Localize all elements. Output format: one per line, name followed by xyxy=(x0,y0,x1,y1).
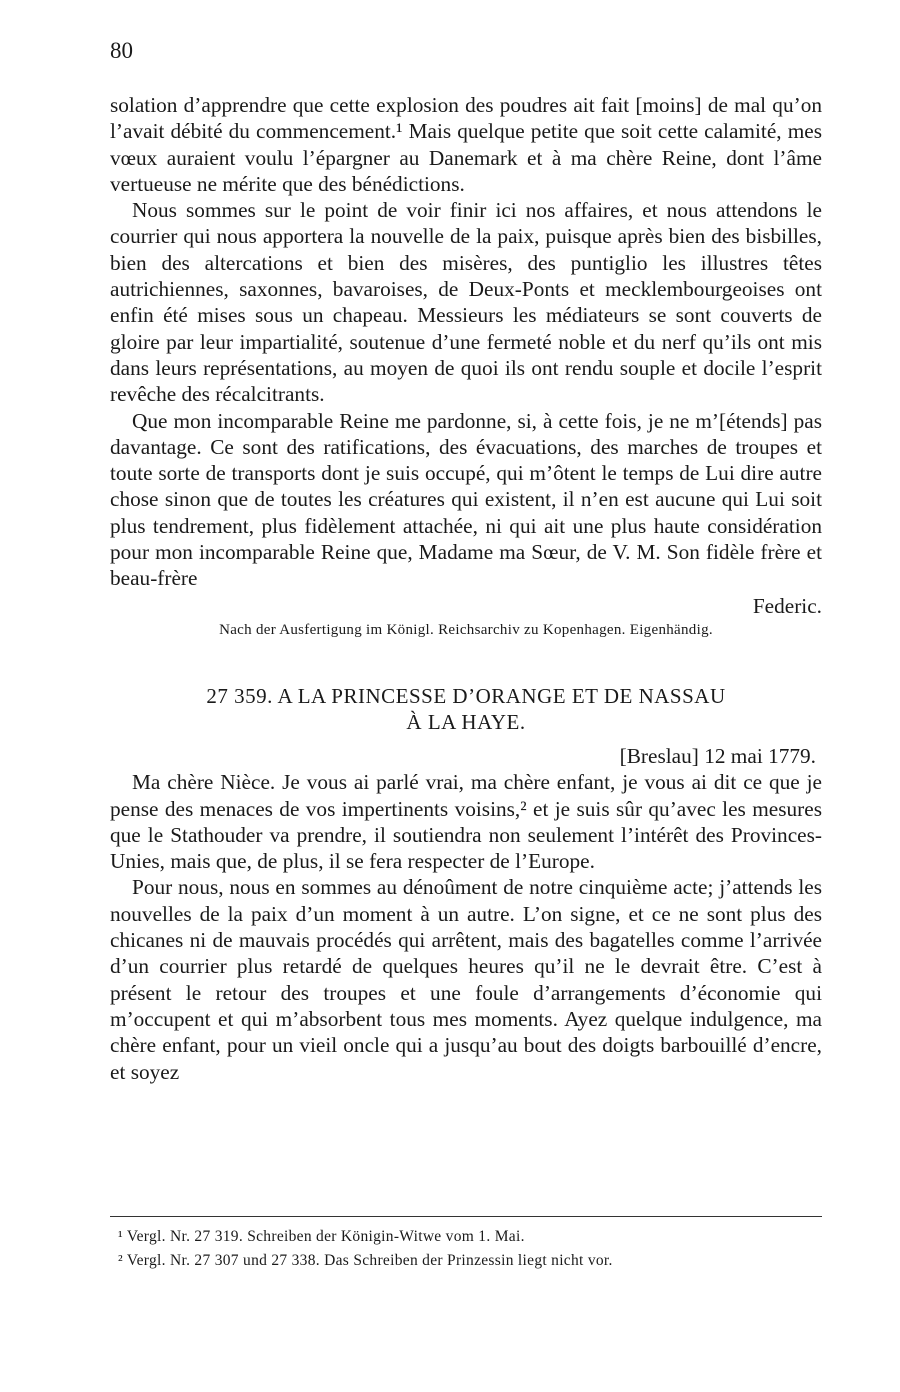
letter2-paragraph: Pour nous, nous en sommes au dénoûment de notre cinquième acte; j’attends les nouvelles de la paix d’un moment à un autre. L’on signe, et ce ne sont plus des chicanes ni de mauvais procédés qui arrêtent, mais des bagatelles comme l’arrivée d’un courrier plus retardé de quelques heures qu’il ne le devrait être. C’est à présent le retour des troupes et une foule d’arrangements d’économie qui m’occupent et qui m’absorbent tous mes moments. Ayez quelque indulgence, ma chère enfant, pour un vieil oncle qui a jusqu’au bout des doigts barbouillé d’encre, et soyez xyxy=(110,875,822,1084)
footnote: ¹ Vergl. Nr. 27 319. Schreiben der Königin-Witwe vom 1. Mai. xyxy=(118,1228,525,1245)
letter1-paragraph: Que mon incomparable Reine me pardonne, si, à cette fois, je ne m’[étends] pas davantage. Ce sont des ratifications, des évacuations, des marches de troupes et toute sorte de transports dont je suis occupé, qui m’ôtent le temps de Lui dire autre chose sinon que de toutes les créatures qui existent, il n’en est aucune qui Lui soit plus tendrement, plus fidèlement attachée, ni qui ait une plus haute considération pour mon incomparable Reine que, Madame ma Sœur, de V. M. Son fidèle frère et beau-frère xyxy=(110,408,822,591)
footnote: ² Vergl. Nr. 27 307 und 27 338. Das Schreiben der Prinzessin liegt nicht vor. xyxy=(118,1252,613,1269)
footnotes xyxy=(110,1225,822,1273)
source-note: Nach der Ausfertigung im Königl. Reichsarchiv zu Kopenhagen. Eigenhändig. xyxy=(219,621,713,638)
section-spacer xyxy=(110,641,822,683)
signature: Federic. xyxy=(752,593,822,618)
letter1-paragraph: solation d’apprendre que cette explosion des poudres ait fait [moins] de mal qu’on l’avait débité du commencement.¹ Mais quelque petite que soit cette calamité, mes vœux auraient voulu l’épargner au Danemark et à ma chère Reine, dont l’âme vertueuse ne mérite que des bénédictions. xyxy=(110,93,822,196)
letter1-paragraph: Nous sommes sur le point de voir finir ici nos affaires, et nous attendons le courrier qui nous apportera la nouvelle de la paix, puisque après bien des bisbilles, bien des altercations et bien des misères, des puntiglio les illustres têtes autrichiennes, saxonnes, bavaroises, de Deux-Ponts et mecklembourgeoises ont enfin été mises sous un chapeau. Messieurs les médiateurs se sont couverts de gloire par leur impartialité, soutenue d’une fermeté noble et du nerf qu’ils ont mis dans leurs représentations, au moyen de quoi ils ont rendu souple et docile l’esprit revêche des récalcitrants. xyxy=(110,198,822,407)
letter-heading: 27 359. A LA PRINCESSE D’ORANGE ET DE NASSAU xyxy=(206,683,726,708)
body-text xyxy=(110,92,822,1085)
footnote-divider xyxy=(110,1216,822,1217)
letter-date: [Breslau] 12 mai 1779. xyxy=(619,743,816,768)
page-number: 80 xyxy=(110,38,133,63)
letter-heading-place: À LA HAYE. xyxy=(406,709,526,734)
letter2-paragraph: Ma chère Nièce. Je vous ai parlé vrai, ma chère enfant, je vous ai dit ce que je pense des menaces de vos impertinents voisins,² et je suis sûr qu’avec les mesures que le Stathouder va prendre, il soutiendra non seulement l’intérêt des Provinces-Unies, mais que, de plus, il se fera respecter de l’Europe. xyxy=(110,770,822,874)
